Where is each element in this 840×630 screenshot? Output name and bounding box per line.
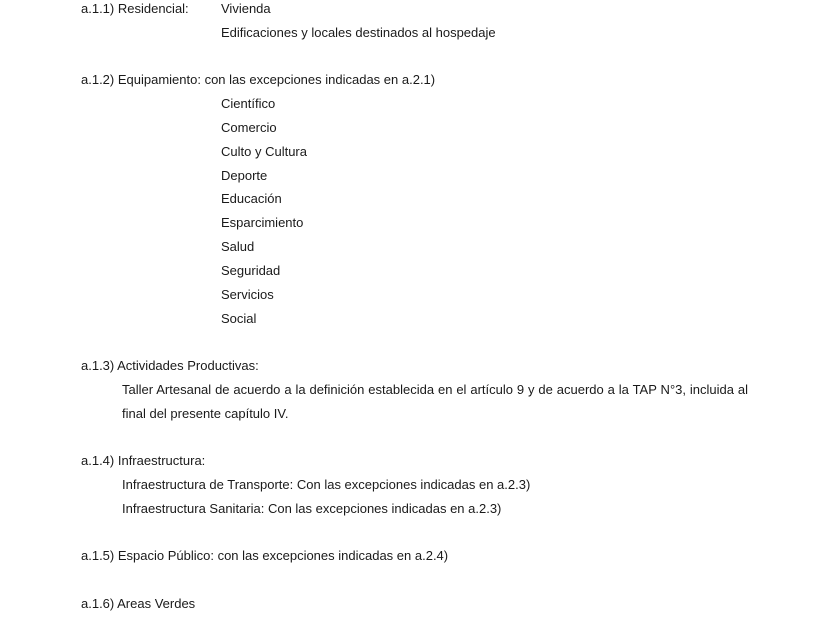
heading-espacio-publico: a.1.5) Espacio Público: con las excepciones indicadas en a.2.4): [81, 548, 449, 563]
productivas-text: Taller Artesanal de acuerdo a la definición establecida en el artículo 9 y de acuerdo a la TAP N°3, incluida al final del presente capítulo IV.: [122, 382, 748, 421]
list-item: Infraestructura de Transporte: Con las excepciones indicadas en a.2.3): [122, 477, 531, 492]
list-item: Servicios: [221, 287, 274, 302]
list-item: Educación: [221, 191, 282, 206]
list-item: Científico: [221, 96, 276, 111]
list-item: Esparcimiento: [221, 215, 304, 230]
list-item: Vivienda: [221, 1, 271, 16]
heading-infraestructura: a.1.4) Infraestructura:: [81, 453, 206, 468]
list-item: Seguridad: [221, 263, 281, 278]
list-item: Edificaciones y locales destinados al hospedaje: [221, 25, 496, 40]
heading-equipamiento: a.1.2) Equipamiento: con las excepciones indicadas en a.2.1): [81, 72, 436, 87]
heading-actividades-productivas: a.1.3) Actividades Productivas:: [81, 358, 259, 373]
list-item: Social: [221, 311, 257, 326]
list-item: Comercio: [221, 120, 277, 135]
list-item: Culto y Cultura: [221, 144, 307, 159]
list-item: Deporte: [221, 168, 268, 183]
heading-areas-verdes: a.1.6) Areas Verdes: [81, 596, 196, 611]
list-item: Infraestructura Sanitaria: Con las excepciones indicadas en a.2.3): [122, 501, 502, 516]
list-item: Salud: [221, 239, 255, 254]
heading-residencial: a.1.1) Residencial:: [81, 1, 189, 16]
